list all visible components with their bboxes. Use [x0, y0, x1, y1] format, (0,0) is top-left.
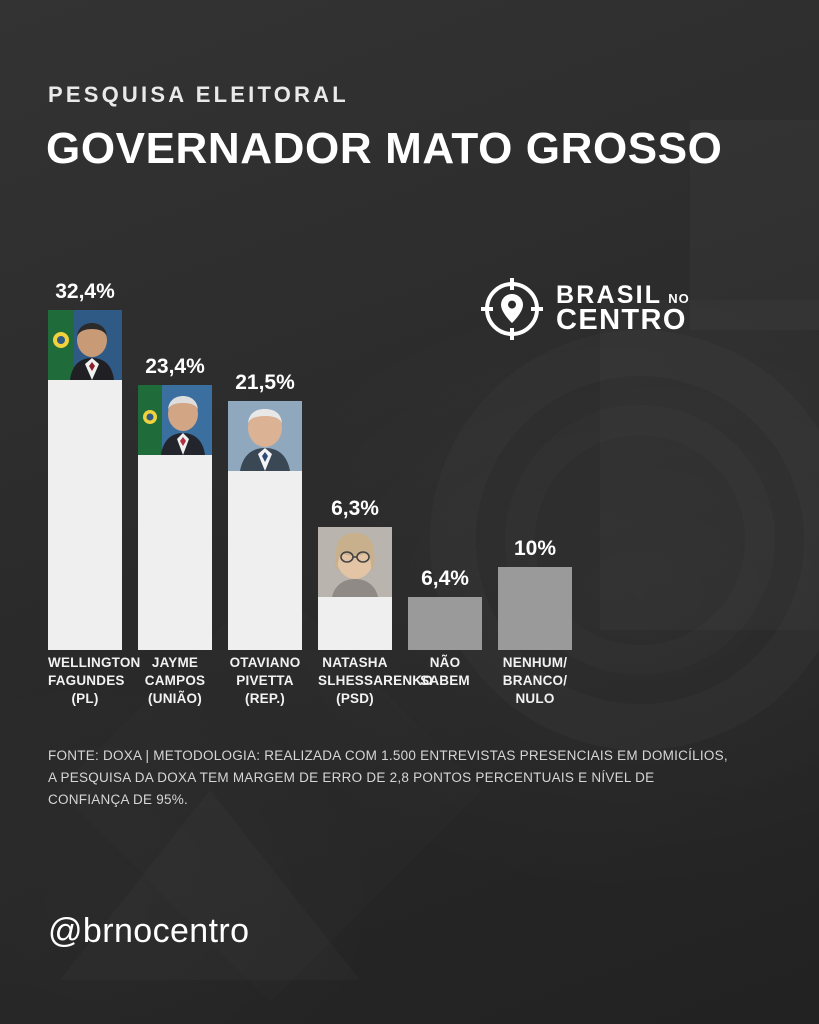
bar-item — [498, 537, 572, 650]
bar-value-label: 6,3% — [331, 497, 379, 520]
methodology-note: FONTE: DOXA | METODOLOGIA: REALIZADA COM 1.500 ENTREVISTAS PRESENCIAIS EM DOMICÍLIOS, A PESQUISA DA DOXA TEM MARGEM DE ERRO DE 2,8 PONTOS PERCENTUAIS E NÍVEL DE CONFIANÇA DE 95%. — [48, 748, 728, 807]
candidate-photo — [48, 310, 122, 380]
logo-brasil-text: BRASIL — [556, 281, 663, 310]
bar-chart — [48, 250, 668, 706]
bar-rect — [408, 597, 482, 650]
label-line: WELLINGTON — [48, 655, 141, 670]
bar-group — [48, 250, 668, 650]
bar-value-label: 10% — [513, 537, 557, 560]
page-title: GOVERNADOR MATO GROSSO — [46, 124, 723, 173]
label-line: BRANCO/ — [502, 672, 568, 688]
bar-category-label — [48, 654, 141, 707]
label-line: NENHUM/ — [502, 655, 568, 670]
label-line: FAGUNDES — [48, 672, 125, 688]
label-line: NULO — [515, 690, 555, 706]
candidate-photo — [228, 401, 302, 471]
label-line: CAMPOS — [144, 672, 206, 688]
bar-rect — [318, 597, 392, 650]
label-line: OTAVIANO — [229, 655, 301, 670]
label-line: SABEM — [420, 672, 470, 688]
bar-value-label: 6,4% — [421, 567, 469, 590]
bar-value-label: 21,5% — [235, 371, 295, 394]
candidate-photo — [318, 527, 392, 597]
bar-rect — [48, 380, 122, 650]
label-line: PIVETTA — [236, 672, 294, 688]
bar-item — [318, 497, 392, 650]
label-line: (REP.) — [245, 690, 285, 706]
category-labels — [48, 654, 668, 707]
bar-item — [138, 355, 212, 650]
label-line: NÃO — [429, 655, 461, 670]
label-line: (PL) — [71, 690, 99, 706]
bar-rect — [228, 471, 302, 650]
bar-item — [408, 567, 482, 650]
label-line: (PSD) — [336, 690, 374, 706]
label-line: NATASHA — [322, 655, 388, 670]
bar-rect — [138, 455, 212, 650]
kicker-text: PESQUISA ELEITORAL — [48, 82, 349, 107]
logo-no-text: NO — [668, 291, 690, 307]
bar-value-label: 23,4% — [145, 355, 205, 378]
label-line: (UNIÃO) — [148, 690, 202, 706]
candidate-photo — [138, 385, 212, 455]
label-line: JAYME — [151, 655, 199, 670]
social-handle: @brnocentro — [48, 912, 250, 950]
bar-rect — [498, 567, 572, 650]
bar-category-label — [138, 654, 212, 707]
bar-category-label — [498, 654, 572, 707]
bar-category-label — [228, 654, 302, 707]
bar-category-label — [318, 654, 433, 707]
background-shape — [60, 790, 360, 980]
logo-centro-text: CENTRO — [556, 304, 687, 337]
bar-category-label — [408, 654, 482, 707]
bar-item — [228, 371, 302, 650]
label-line: SLHESSARENKO — [318, 672, 433, 688]
bar-item — [48, 280, 122, 650]
bar-value-label: 32,4% — [55, 280, 115, 303]
